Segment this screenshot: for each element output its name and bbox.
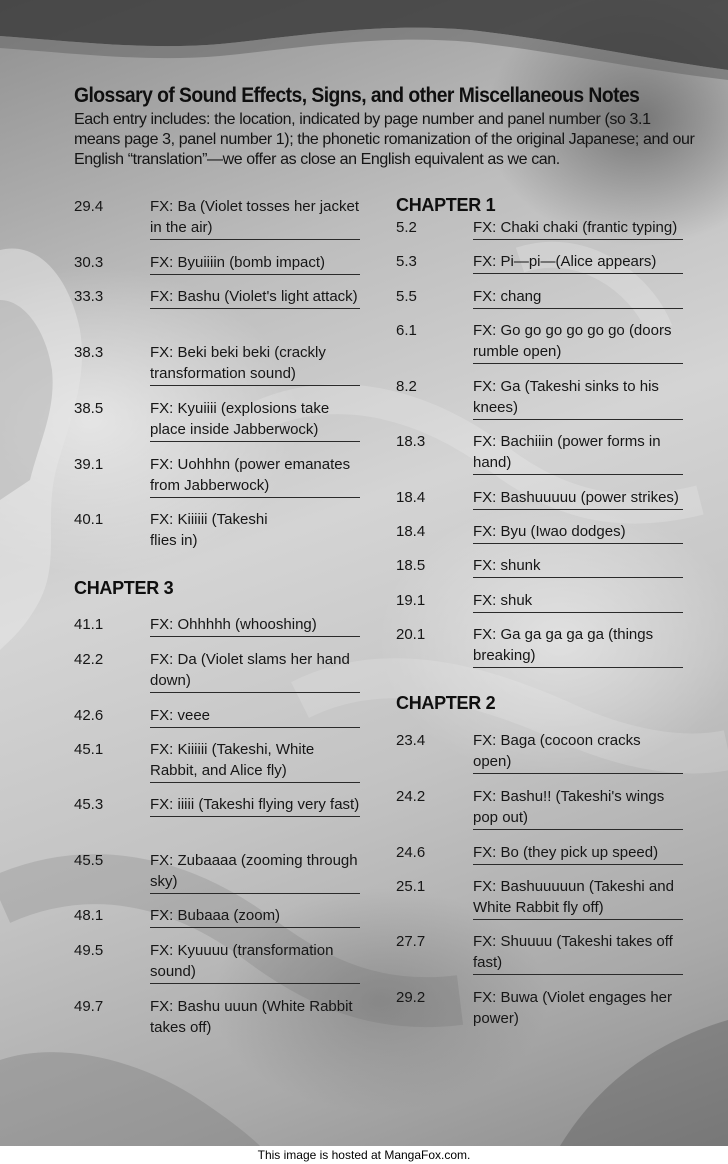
- entry-location: 25.1: [396, 878, 426, 895]
- entry-fx: FX: Kyuiiii (explosions take place inside Jabberwock): [150, 398, 360, 442]
- glossary-entry: [74, 398, 360, 442]
- entry-fx: FX: Bubaaa (zoom): [150, 905, 360, 928]
- glossary-entry: [74, 705, 360, 728]
- entry-fx: FX: shunk: [473, 555, 683, 578]
- entry-fx: FX: iiiii (Takeshi flying very fast): [150, 794, 360, 817]
- entry-fx: FX: veee: [150, 705, 360, 728]
- glossary-entry: [396, 786, 683, 830]
- glossary-entry: [396, 487, 683, 510]
- entry-fx: FX: Beki beki beki (crackly transformation sound): [150, 342, 360, 386]
- entry-fx: FX: Ga ga ga ga ga (things breaking): [473, 624, 683, 668]
- glossary-entry: [396, 286, 683, 309]
- entry-location: 45.3: [74, 796, 104, 813]
- entry-location: 38.5: [74, 400, 104, 417]
- glossary-entry: [396, 624, 683, 668]
- entry-location: 29.2: [396, 989, 426, 1006]
- entry-location: 27.7: [396, 933, 426, 950]
- entry-fx: FX: Ohhhhh (whooshing): [150, 614, 360, 637]
- entry-location: 19.1: [396, 592, 426, 609]
- glossary-entry: [74, 905, 360, 928]
- glossary-entry: [74, 850, 360, 894]
- glossary-entry: [396, 431, 683, 475]
- entry-location: 29.4: [74, 198, 104, 215]
- glossary-entry: [396, 521, 683, 544]
- entry-fx: FX: Zubaaaa (zooming through sky): [150, 850, 360, 894]
- glossary-entry: [74, 342, 360, 386]
- entry-location: 42.6: [74, 707, 104, 724]
- glossary-entry: [74, 196, 360, 240]
- glossary-entry: [74, 649, 360, 693]
- glossary-entry: [396, 842, 683, 865]
- entry-location: 5.2: [396, 219, 417, 236]
- entry-location: 6.1: [396, 322, 417, 339]
- entry-fx: FX: Kiiiiii (Takeshi flies in): [150, 511, 268, 549]
- entry-fx: FX: Ba (Violet tosses her jacket in the air): [150, 196, 360, 240]
- entry-location: 18.4: [396, 489, 426, 506]
- glossary-entry: [74, 454, 360, 498]
- entry-location: 39.1: [74, 456, 104, 473]
- glossary-entry: [396, 590, 683, 613]
- entry-location: 18.3: [396, 433, 426, 450]
- entry-fx: FX: Bashuuuuun (Takeshi and White Rabbit fly off): [473, 876, 683, 920]
- entry-fx: FX: Kiiiiii (Takeshi, White Rabbit, and Alice fly): [150, 739, 360, 783]
- entry-fx: FX: Chaki chaki (frantic typing): [473, 217, 683, 240]
- glossary-intro: Each entry includes: the location, indicated by page number and panel number (so 3.1 means page 3, panel number 1); the phonetic romanization of the original Japanese; and our English “translation”—we offer as close an English equivalent as we can.: [74, 111, 695, 168]
- chapter-2-heading: CHAPTER 2: [396, 693, 496, 713]
- glossary-entry: [74, 940, 360, 984]
- entry-location: 5.5: [396, 288, 417, 305]
- entry-fx: FX: Bachiiin (power forms in hand): [473, 431, 683, 475]
- glossary-entry: [74, 996, 360, 1039]
- entry-fx: FX: Uohhhn (power emanates from Jabberwock): [150, 454, 360, 498]
- entry-fx: FX: Bashuuuuu (power strikes): [473, 487, 683, 510]
- glossary-entry: [74, 286, 360, 309]
- entry-location: 8.2: [396, 378, 417, 395]
- entry-location: 45.5: [74, 852, 104, 869]
- entry-location: 24.2: [396, 788, 426, 805]
- glossary-title: Glossary of Sound Effects, Signs, and other Miscellaneous Notes: [74, 84, 640, 107]
- entry-location: 48.1: [74, 907, 104, 924]
- glossary-entry: [396, 730, 683, 774]
- entry-location: 18.5: [396, 557, 426, 574]
- glossary-entry: [396, 376, 683, 420]
- entry-fx: FX: chang: [473, 286, 683, 309]
- entry-fx: FX: shuk: [473, 590, 683, 613]
- glossary-entry: [396, 320, 683, 364]
- entry-location: 41.1: [74, 616, 104, 633]
- glossary-entry: [74, 252, 360, 275]
- entry-fx: FX: Buwa (Violet engages her power): [473, 989, 673, 1027]
- glossary-entry: [74, 614, 360, 637]
- entry-fx: FX: Shuuuu (Takeshi takes off fast): [473, 931, 683, 975]
- entry-location: 38.3: [74, 344, 104, 361]
- entry-location: 24.6: [396, 844, 426, 861]
- entry-fx: FX: Bo (they pick up speed): [473, 842, 683, 865]
- entry-fx: FX: Byuiiiin (bomb impact): [150, 252, 360, 275]
- entry-location: 45.1: [74, 741, 104, 758]
- entry-fx: FX: Bashu!! (Takeshi's wings pop out): [473, 786, 683, 830]
- entry-fx: FX: Kyuuuu (transformation sound): [150, 940, 360, 984]
- hosting-footer: This image is hosted at MangaFox.com.: [0, 1146, 728, 1164]
- entry-location: 23.4: [396, 732, 426, 749]
- glossary-entry: [74, 739, 360, 783]
- glossary-entry: [396, 251, 683, 274]
- entry-fx: FX: Pi—pi—(Alice appears): [473, 251, 683, 274]
- glossary-entry: [74, 794, 360, 817]
- glossary-entry: [74, 509, 270, 552]
- entry-fx: FX: Byu (Iwao dodges): [473, 521, 683, 544]
- glossary-entry: [396, 931, 683, 975]
- glossary-entry: [396, 217, 683, 240]
- entry-location: 49.7: [74, 998, 104, 1015]
- entry-fx: FX: Bashu (Violet's light attack): [150, 286, 360, 309]
- entry-location: 42.2: [74, 651, 104, 668]
- entry-location: 5.3: [396, 253, 417, 270]
- entry-location: 40.1: [74, 511, 104, 528]
- entry-fx: FX: Baga (cocoon cracks open): [473, 730, 683, 774]
- entry-fx: FX: Go go go go go go (doors rumble open): [473, 320, 683, 364]
- glossary-entry: [396, 876, 683, 920]
- entry-location: 20.1: [396, 626, 426, 643]
- glossary-entry: [396, 555, 683, 578]
- entry-location: 30.3: [74, 254, 104, 271]
- entry-location: 49.5: [74, 942, 104, 959]
- glossary-entry: [396, 987, 683, 1030]
- entry-fx: FX: Ga (Takeshi sinks to his knees): [473, 376, 683, 420]
- entry-location: 33.3: [74, 288, 104, 305]
- entry-fx: FX: Bashu uuun (White Rabbit takes off): [150, 998, 353, 1036]
- entry-location: 18.4: [396, 523, 426, 540]
- entry-fx: FX: Da (Violet slams her hand down): [150, 649, 360, 693]
- chapter-1-heading: CHAPTER 1: [396, 195, 496, 215]
- chapter-3-heading: CHAPTER 3: [74, 578, 174, 598]
